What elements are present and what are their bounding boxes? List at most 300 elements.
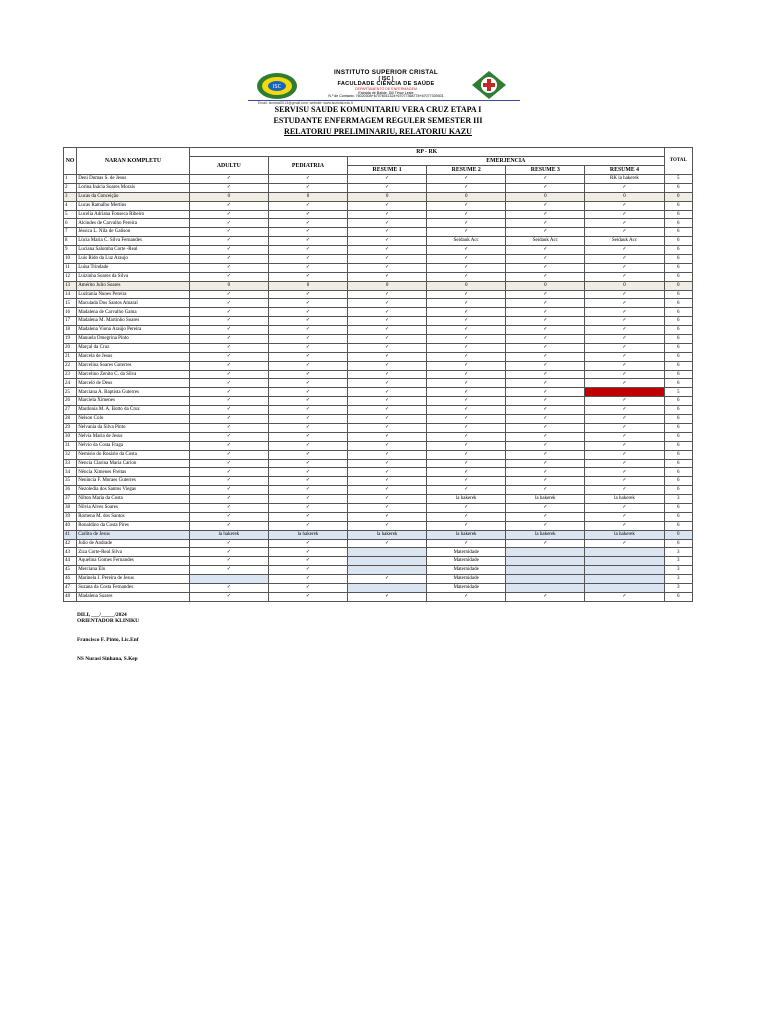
student-name: Marinela J. Pereira de Jesus [77, 575, 190, 584]
cell-pediatria: ✓ [268, 566, 347, 575]
cell-resume-4: ✓ [585, 459, 664, 468]
cell-resume-3: ✓ [506, 272, 585, 281]
student-name: Jéssica L. Nila de Galison [77, 228, 190, 237]
row-number: 48 [64, 592, 77, 601]
cell-resume-4: ✓ [585, 219, 664, 228]
table-row [64, 246, 693, 255]
student-name: Julio de Andrade [77, 539, 190, 548]
row-total: 6 [664, 450, 692, 459]
cell-pediatria: 0 [268, 281, 347, 290]
cell-resume-3: ✓ [506, 263, 585, 272]
row-number: 11 [64, 263, 77, 272]
cell-resume-3: ✓ [506, 175, 585, 184]
cell-resume-3: ✓ [506, 503, 585, 512]
cell-resume-3: ✓ [506, 308, 585, 317]
cell-resume-3: ✓ [506, 370, 585, 379]
cell-resume-2: 0 [427, 192, 506, 201]
row-total: 0 [664, 192, 692, 201]
date-line: DILI, ___/_____/2024 [77, 612, 127, 618]
row-total: 6 [664, 326, 692, 335]
row-total: 6 [664, 406, 692, 415]
title-line-1: SERVISU SAUDE KOMUNITARIU VERA CRUZ ETAPA I [274, 105, 482, 114]
cell-resume-1 [348, 583, 427, 592]
cell-pediatria: ✓ [268, 299, 347, 308]
cell-resume-1: ✓ [348, 201, 427, 210]
cell-pediatria: ✓ [268, 406, 347, 415]
cell-pediatria: ✓ [268, 521, 347, 530]
cell-adultu: 0 [189, 281, 268, 290]
table-row [64, 557, 693, 566]
cell-resume-3: ✓ [506, 228, 585, 237]
row-total: 3 [664, 557, 692, 566]
table-row [64, 495, 693, 504]
row-number: 22 [64, 361, 77, 370]
cell-resume-2: ✓ [427, 459, 506, 468]
institute-name: INSTITUTO SUPERIOR CRISTAL [333, 69, 439, 76]
cell-adultu: ✓ [189, 397, 268, 406]
cell-resume-1: ✓ [348, 370, 427, 379]
student-name: Marciela Ximenes [77, 397, 190, 406]
cell-adultu: ✓ [189, 415, 268, 424]
student-name: Amérito Julio Soares [77, 281, 190, 290]
cell-pediatria: ✓ [268, 352, 347, 361]
table-row [64, 397, 693, 406]
table-row [64, 272, 693, 281]
row-number: 7 [64, 228, 77, 237]
cell-pediatria: ✓ [268, 450, 347, 459]
cell-resume-2: ✓ [427, 210, 506, 219]
cell-resume-2: ✓ [427, 361, 506, 370]
cell-pediatria: ✓ [268, 441, 347, 450]
cell-resume-4: ✓ [585, 263, 664, 272]
cell-resume-3: ✓ [506, 388, 585, 397]
cell-resume-1: ✓ [348, 539, 427, 548]
table-row [64, 477, 693, 486]
header-no: NO [64, 148, 77, 175]
table-row [64, 441, 693, 450]
cell-resume-3: ✓ [506, 477, 585, 486]
cell-resume-1: ✓ [348, 486, 427, 495]
cell-adultu: ✓ [189, 228, 268, 237]
cell-resume-2: ✓ [427, 343, 506, 352]
header-resume-4: RESUME 4 [585, 166, 664, 175]
cell-pediatria: ✓ [268, 263, 347, 272]
cell-resume-3: ✓ [506, 343, 585, 352]
cell-pediatria: ✓ [268, 388, 347, 397]
row-total: 6 [664, 228, 692, 237]
cell-resume-3: ✓ [506, 432, 585, 441]
cell-resume-3: ✓ [506, 468, 585, 477]
cell-resume-1: ✓ [348, 308, 427, 317]
cell-adultu: ✓ [189, 308, 268, 317]
cell-resume-4: 0 [585, 281, 664, 290]
student-name: Luzitania Nunes Pereira [77, 290, 190, 299]
row-total: 6 [664, 432, 692, 441]
cell-resume-1: ✓ [348, 441, 427, 450]
table-row [64, 192, 693, 201]
cell-resume-1: ✓ [348, 210, 427, 219]
cell-adultu: ✓ [189, 432, 268, 441]
table-row [64, 530, 693, 539]
row-total: 3 [664, 566, 692, 575]
table-row [64, 459, 693, 468]
cell-resume-1: ✓ [348, 592, 427, 601]
row-total: 6 [664, 308, 692, 317]
row-total: 6 [664, 379, 692, 388]
cell-pediatria: ✓ [268, 335, 347, 344]
cell-adultu: ✓ [189, 512, 268, 521]
cell-resume-4: ✓ [585, 503, 664, 512]
cell-resume-4: Seidauk Acc [585, 237, 664, 246]
cell-resume-2: ✓ [427, 512, 506, 521]
cell-resume-4: ✓ [585, 335, 664, 344]
cell-adultu: ✓ [189, 592, 268, 601]
row-number: 37 [64, 495, 77, 504]
student-name: Madalena Soares [77, 592, 190, 601]
cell-resume-1: ✓ [348, 521, 427, 530]
cell-resume-3: ✓ [506, 521, 585, 530]
cell-adultu: ✓ [189, 423, 268, 432]
table-row [64, 548, 693, 557]
report-table [63, 147, 693, 602]
cell-adultu: ✓ [189, 477, 268, 486]
cell-pediatria: ✓ [268, 557, 347, 566]
student-name: Lorina Inácia Soares Morais [77, 183, 190, 192]
row-number: 17 [64, 317, 77, 326]
cell-resume-2: ✓ [427, 299, 506, 308]
row-number: 1 [64, 175, 77, 184]
cell-pediatria: la hakerek [268, 530, 347, 539]
row-total: 6 [664, 210, 692, 219]
email-line: Email: iscristal2013@gmail.com; website: www.iscristal.edu.tl [258, 101, 353, 105]
row-total: 6 [664, 415, 692, 424]
cell-resume-1: ✓ [348, 183, 427, 192]
table-row [64, 361, 693, 370]
cell-resume-3: ✓ [506, 512, 585, 521]
cell-resume-4: la hakerek [585, 495, 664, 504]
cell-resume-3: ✓ [506, 299, 585, 308]
row-total: 6 [664, 219, 692, 228]
row-total: 3 [664, 583, 692, 592]
cell-resume-4: la hakerek [585, 530, 664, 539]
row-number: 13 [64, 281, 77, 290]
title-line-2: ESTUDANTE ENFERMAGEM REGULER SEMESTER III [273, 116, 483, 125]
cell-pediatria: ✓ [268, 477, 347, 486]
table-row [64, 290, 693, 299]
table-row [64, 379, 693, 388]
cell-resume-3: ✓ [506, 459, 585, 468]
cell-resume-1: ✓ [348, 397, 427, 406]
cell-pediatria: ✓ [268, 361, 347, 370]
table-row [64, 326, 693, 335]
cell-resume-4: ✓ [585, 512, 664, 521]
cell-adultu: ✓ [189, 326, 268, 335]
cell-resume-4: ✓ [585, 406, 664, 415]
cell-adultu: ✓ [189, 237, 268, 246]
cell-resume-3: ✓ [506, 486, 585, 495]
table-row [64, 512, 693, 521]
cell-pediatria: ✓ [268, 583, 347, 592]
cell-resume-4: ✓ [585, 432, 664, 441]
letterhead [248, 70, 520, 104]
cell-resume-3: 0 [506, 281, 585, 290]
student-name: Nencia Clarina Maria Carion [77, 459, 190, 468]
header-resume-2: RESUME 2 [427, 166, 506, 175]
faculty-name: FACULDADE CIÊNCIA DE SAÚDE [337, 81, 435, 88]
cell-resume-3 [506, 566, 585, 575]
cell-resume-4: ✓ [585, 201, 664, 210]
cell-resume-3: ✓ [506, 379, 585, 388]
cell-resume-4: ✓ [585, 397, 664, 406]
cell-pediatria: ✓ [268, 183, 347, 192]
cell-resume-4 [585, 566, 664, 575]
cell-resume-3: Seidauk Acc [506, 237, 585, 246]
row-number: 12 [64, 272, 77, 281]
cell-resume-3: ✓ [506, 406, 585, 415]
student-name: Marcelina Soares Guterres [77, 361, 190, 370]
row-total: 6 [664, 246, 692, 255]
cell-adultu [189, 575, 268, 584]
cell-resume-2: ✓ [427, 183, 506, 192]
cell-resume-1: ✓ [348, 352, 427, 361]
table-row [64, 388, 693, 397]
student-name: Marcela de Jesus [77, 352, 190, 361]
cell-resume-2: ✓ [427, 308, 506, 317]
header-resume-1: RESUME 1 [348, 166, 427, 175]
row-total: 6 [664, 370, 692, 379]
row-total: 6 [664, 335, 692, 344]
table-row [64, 317, 693, 326]
cell-adultu: ✓ [189, 335, 268, 344]
cell-pediatria: ✓ [268, 255, 347, 264]
table-row [64, 370, 693, 379]
student-name: Lúcia Maria C. Silva Fernandes [77, 237, 190, 246]
cell-resume-2: la hakerek [427, 530, 506, 539]
table-row [64, 415, 693, 424]
cell-resume-2: ✓ [427, 432, 506, 441]
cell-resume-3 [506, 583, 585, 592]
row-number: 34 [64, 468, 77, 477]
cell-adultu: ✓ [189, 210, 268, 219]
table-row [64, 219, 693, 228]
svg-text:ISC: ISC [272, 84, 282, 90]
cell-resume-2: ✓ [427, 201, 506, 210]
cell-resume-2: ✓ [427, 175, 506, 184]
cell-resume-1: ✓ [348, 503, 427, 512]
cell-resume-4: ✓ [585, 210, 664, 219]
cell-resume-2: ✓ [427, 352, 506, 361]
student-name: Manuela Omegrina Pinto [77, 335, 190, 344]
cell-resume-3: ✓ [506, 592, 585, 601]
row-total: 6 [664, 468, 692, 477]
row-total: 6 [664, 263, 692, 272]
cell-adultu: ✓ [189, 486, 268, 495]
cell-resume-2: ✓ [427, 370, 506, 379]
document-titles [220, 104, 536, 137]
cell-adultu: ✓ [189, 219, 268, 228]
cell-resume-2: ✓ [427, 317, 506, 326]
header-name: NARAN KOMPLETU [77, 148, 190, 175]
cell-resume-4: ✓ [585, 592, 664, 601]
row-number: 21 [64, 352, 77, 361]
row-total: 6 [664, 299, 692, 308]
cell-pediatria: ✓ [268, 228, 347, 237]
student-name: Maculada Dos Santos Amaral [77, 299, 190, 308]
row-number: 33 [64, 459, 77, 468]
cell-adultu: ✓ [189, 450, 268, 459]
cell-resume-1: ✓ [348, 388, 427, 397]
signatory-1: Francisco F. Pinto, Lic.Enf [77, 637, 139, 643]
cell-adultu: ✓ [189, 246, 268, 255]
cell-resume-1: ✓ [348, 432, 427, 441]
student-name: Suzana da Costa Fernandes [77, 583, 190, 592]
row-total: 6 [664, 317, 692, 326]
cell-resume-2: ✓ [427, 503, 506, 512]
cell-adultu: ✓ [189, 441, 268, 450]
cell-resume-2: ✓ [427, 521, 506, 530]
cell-resume-2: Maternidade [427, 557, 506, 566]
cell-resume-4 [585, 583, 664, 592]
student-name: Luizinha Soares da Silva [77, 272, 190, 281]
cell-resume-1: ✓ [348, 317, 427, 326]
cell-resume-3: ✓ [506, 201, 585, 210]
header-adultu: ADULTU [189, 157, 268, 175]
cell-adultu: la hakerek [189, 530, 268, 539]
student-name: Luisa Trindade [77, 263, 190, 272]
cell-resume-4: ✓ [585, 290, 664, 299]
cell-resume-3: 0 [506, 192, 585, 201]
cell-resume-4: ✓ [585, 317, 664, 326]
cell-adultu: ✓ [189, 263, 268, 272]
department-name: DEPARTAMENTO DE ENFERMAGEM [354, 86, 418, 91]
cell-adultu: ✓ [189, 548, 268, 557]
table-row [64, 566, 693, 575]
cell-resume-4: ✓ [585, 423, 664, 432]
cell-resume-1 [348, 566, 427, 575]
row-number: 28 [64, 415, 77, 424]
cell-resume-1: ✓ [348, 575, 427, 584]
student-name: Marçal da Cruz [77, 343, 190, 352]
row-number: 30 [64, 432, 77, 441]
row-total: 6 [664, 423, 692, 432]
cell-resume-4: ✓ [585, 441, 664, 450]
row-number: 3 [64, 192, 77, 201]
cell-resume-3: ✓ [506, 423, 585, 432]
cell-pediatria: ✓ [268, 237, 347, 246]
cell-adultu: ✓ [189, 388, 268, 397]
cell-resume-3: la hakerek [506, 530, 585, 539]
cell-pediatria: ✓ [268, 592, 347, 601]
cell-resume-1: ✓ [348, 477, 427, 486]
cell-resume-1: ✓ [348, 450, 427, 459]
cell-pediatria: ✓ [268, 468, 347, 477]
cell-adultu: ✓ [189, 566, 268, 575]
cell-pediatria: ✓ [268, 379, 347, 388]
header-rp-rk: RP - RK [189, 148, 664, 157]
cell-resume-3: ✓ [506, 415, 585, 424]
institute-logo-icon [256, 72, 298, 100]
table-row [64, 468, 693, 477]
cell-pediatria: ✓ [268, 246, 347, 255]
cell-resume-2: Maternidade [427, 548, 506, 557]
row-total: 3 [664, 495, 692, 504]
row-number: 14 [64, 290, 77, 299]
table-row [64, 521, 693, 530]
cell-resume-2: ✓ [427, 246, 506, 255]
student-name: Nezoledia dos Santos Viegas [77, 486, 190, 495]
cell-resume-4: ✓ [585, 352, 664, 361]
row-number: 24 [64, 379, 77, 388]
cell-resume-2: ✓ [427, 228, 506, 237]
cell-resume-1 [348, 557, 427, 566]
row-number: 38 [64, 503, 77, 512]
cell-resume-3: ✓ [506, 361, 585, 370]
row-number: 43 [64, 548, 77, 557]
row-total: 6 [664, 183, 692, 192]
cell-resume-1: ✓ [348, 512, 427, 521]
signatory-2: NS Nurasi Sinhana, S.Kep [77, 656, 138, 662]
cell-adultu: ✓ [189, 557, 268, 566]
cell-resume-1: ✓ [348, 468, 427, 477]
row-number: 40 [64, 521, 77, 530]
cell-adultu: ✓ [189, 406, 268, 415]
cell-resume-1: ✓ [348, 423, 427, 432]
student-name: Carlito de Jesus [77, 530, 190, 539]
row-number: 47 [64, 583, 77, 592]
student-name: Lucas da Conceição [77, 192, 190, 201]
cell-resume-3: ✓ [506, 450, 585, 459]
row-total: 6 [664, 272, 692, 281]
table-row [64, 486, 693, 495]
cell-adultu: ✓ [189, 361, 268, 370]
student-name: Madalena Viona Araújo Pereira [77, 326, 190, 335]
cell-resume-3: ✓ [506, 255, 585, 264]
cell-resume-4 [585, 575, 664, 584]
cell-adultu: ✓ [189, 299, 268, 308]
cell-pediatria: ✓ [268, 219, 347, 228]
cell-resume-3: ✓ [506, 317, 585, 326]
cell-pediatria: ✓ [268, 548, 347, 557]
cell-pediatria: ✓ [268, 308, 347, 317]
cell-adultu: ✓ [189, 521, 268, 530]
cell-resume-1: la hakerek [348, 530, 427, 539]
cell-resume-3: ✓ [506, 246, 585, 255]
cell-resume-1: ✓ [348, 495, 427, 504]
cell-pediatria: ✓ [268, 503, 347, 512]
cell-resume-4: ✓ [585, 326, 664, 335]
cell-resume-3: ✓ [506, 352, 585, 361]
row-number: 41 [64, 530, 77, 539]
cell-resume-4: ✓ [585, 468, 664, 477]
cell-resume-2: ✓ [427, 415, 506, 424]
faculty-logo-icon [470, 70, 508, 100]
row-total: 0 [664, 530, 692, 539]
student-name: Nelvio da Costa Fraga [77, 441, 190, 450]
cell-resume-2: Seidauk Acc [427, 237, 506, 246]
cell-resume-3 [506, 548, 585, 557]
cell-adultu: ✓ [189, 290, 268, 299]
row-total: 0 [664, 281, 692, 290]
cell-adultu: ✓ [189, 255, 268, 264]
row-number: 44 [64, 557, 77, 566]
cell-resume-4: ✓ [585, 415, 664, 424]
row-number: 2 [64, 183, 77, 192]
cell-resume-2: ✓ [427, 406, 506, 415]
orientador-label: ORIENTADOR KLINIKU [77, 618, 140, 624]
row-total: 6 [664, 592, 692, 601]
cell-resume-2: ✓ [427, 450, 506, 459]
table-row [64, 343, 693, 352]
